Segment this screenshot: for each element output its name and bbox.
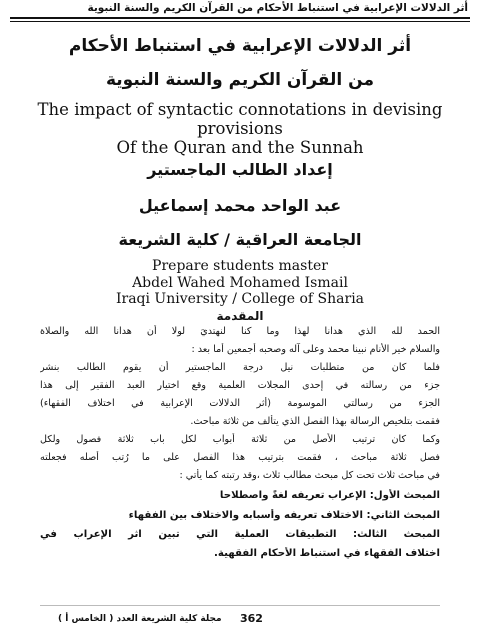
title-arabic-line-2: من القرآن الكريم والسنة النبوية [105,70,374,90]
footer-rule [40,605,440,606]
author-name-arabic: عبد الواحد محمد إسماعيل [138,196,342,215]
running-header: أثر الدلالات الإعرابية في استنباط الأحكام من القرآن الكريم والسنة النبوية [87,2,468,14]
header-rule-thin [10,21,470,22]
header-rule-thick [10,17,470,19]
body-line: فقمت بتلخيص الرسالة بهذا الفصل الذي يتألف من ثلاثة مباحث. [190,416,440,427]
outline-item-chapter-1: المبحث الأول: الإعراب تعريفه لغةً واصطلاحا [219,490,440,501]
outline-item-chapter-3: المبحث الثالث: التطبيقات العملية التي تبين اثر الإعراب في [40,529,440,540]
footer-journal-name: مجلة كلية الشريعة العدد ( الخامس أ ) [58,614,222,624]
body-line: فصل ثلاثة مباحث ، فقمت بترتيب هذا الفصل على ما رُتب أصله فجعلته [40,452,440,463]
outline-item-chapter-2: المبحث الثاني: الاختلاف تعريفه وأسبابه والاختلاف بين الفقهاء [128,510,440,521]
section-heading-introduction: المقدمة [216,309,264,323]
body-line: فلما كان من متطلبات نيل درجة الماجستير أن يقوم الطالب بنشر [40,362,440,373]
affiliation-arabic: الجامعة العراقية / كلية الشريعة [118,230,362,249]
body-line: والسلام خير الأنام نبينا محمد وعلى آله وصحبه أجمعين أما بعد : [191,344,440,355]
author-name-english: Abdel Wahed Mohamed Ismail [132,275,348,291]
title-english-line-1: The impact of syntactic connotations in devising [37,100,443,119]
title-english-line-3: Of the Quran and the Sunnah [116,138,364,157]
affiliation-english: Iraqi University / College of Sharia [115,291,365,307]
prepared-by-arabic: إعداد الطالب الماجستير [147,160,333,179]
prepared-by-english: Prepare students master [152,258,328,274]
body-line: جزء من رسالته في إحدى المجلات العلمية وقع اختيار العبد الفقير إلى هذا [40,380,440,391]
body-line: الحمد لله الذي هدانا لهذا وما كنا لنهتديَ لولا أن هدانا الله والصلاة [40,326,440,337]
title-english-line-2: provisions [197,119,283,138]
body-line: في مباحث ثلاث تحت كل مبحث مطالب ثلاث ،وقد رتبته كما يأتي : [179,470,440,481]
title-arabic-line-1: أثر الدلالات الإعرابية في استنباط الأحكام [68,36,412,56]
footer-page-number: 362 [240,612,263,625]
body-line: الجزء من رسالتي الموسومة (أثر الدلالات الإعرابية في اختلاف الفقهاء) [40,398,440,409]
body-line: وكما كان ترتيب الأصل من ثلاثة أبواب لكل باب ثلاثة فصول ولكل [40,434,440,445]
outline-item-chapter-3-cont: اختلاف الفقهاء في استنباط الأحكام الفقهية. [214,548,440,559]
